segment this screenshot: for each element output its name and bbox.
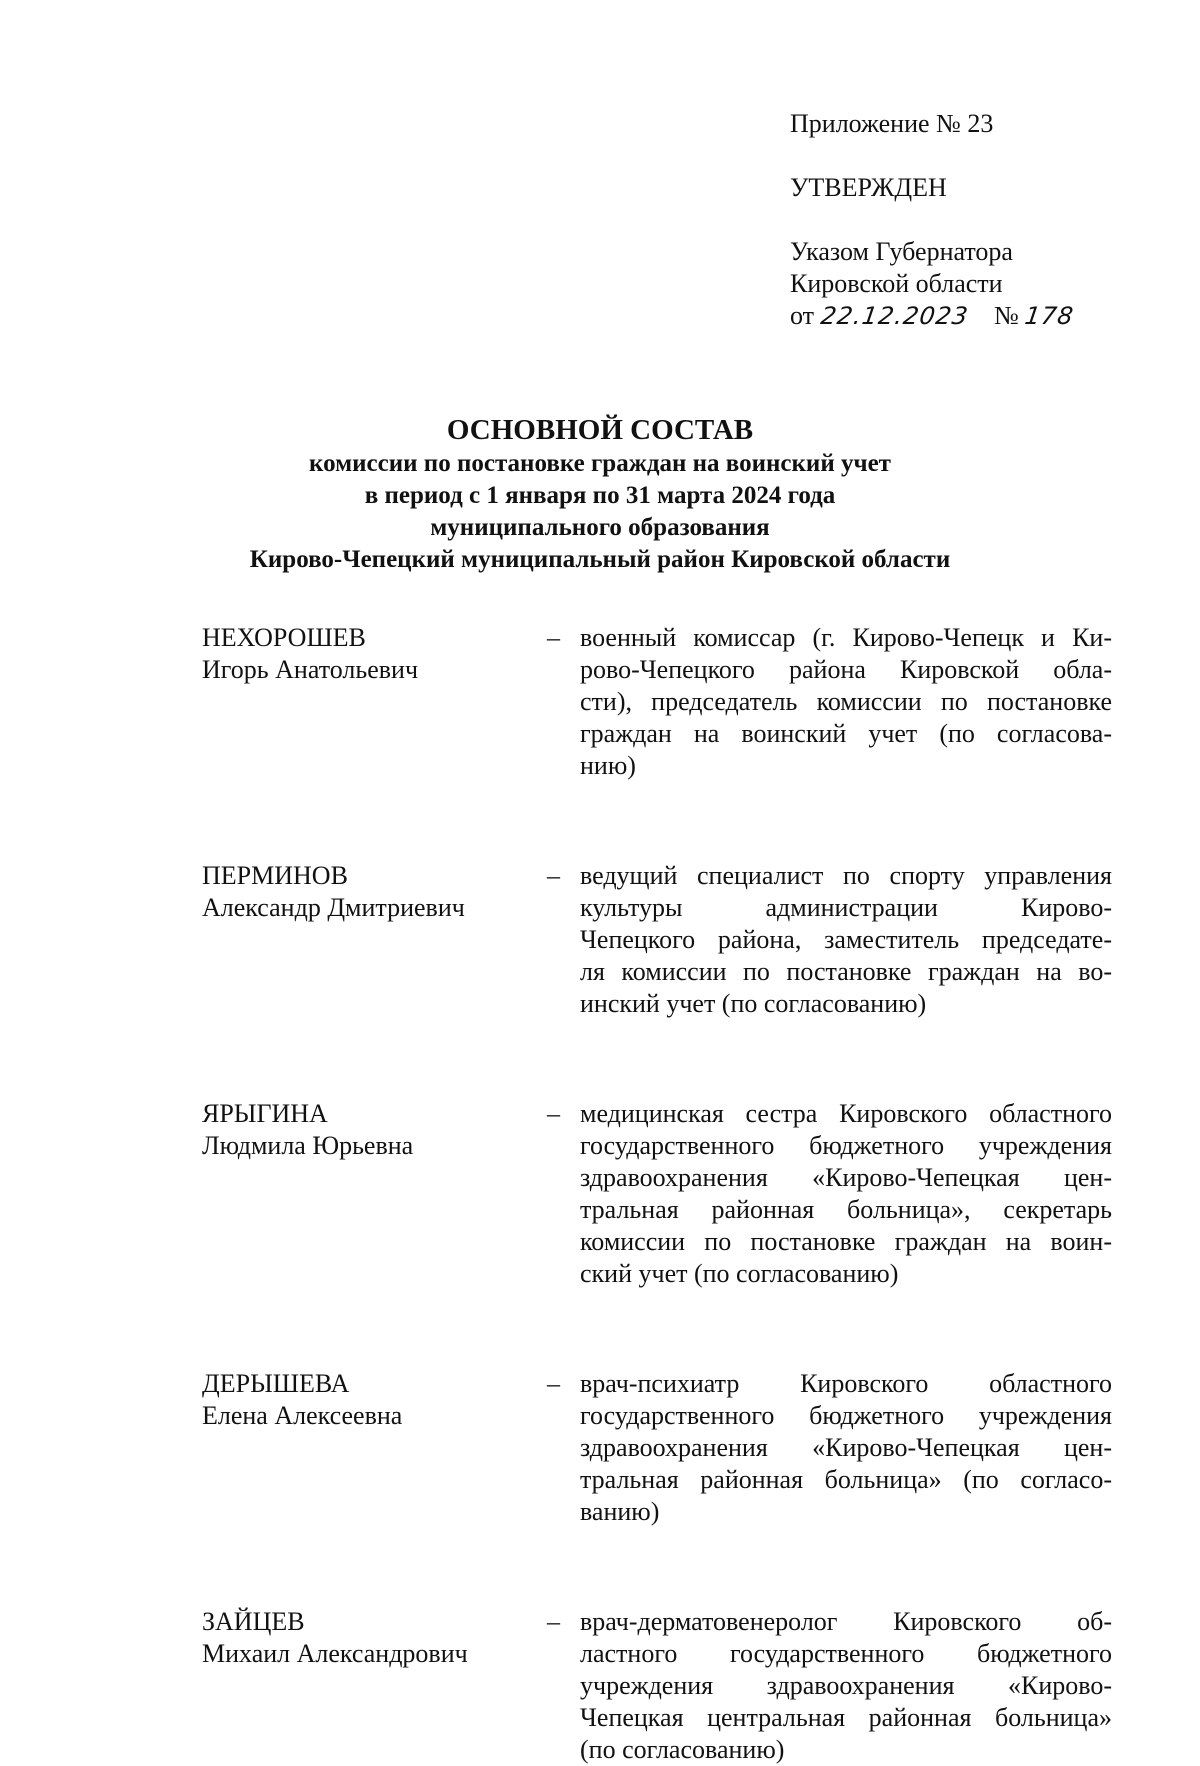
member-entry [202, 1606, 1112, 1766]
description-line: культуры администрации Кирово- [580, 893, 1112, 922]
member-description [580, 622, 1112, 782]
description-line: медицинская сестра Кировского областного [580, 1099, 1112, 1128]
description-line: ведущий специалист по спорту управления [580, 861, 1112, 890]
description-line: рово-Чепецкого района Кировской обла- [580, 655, 1112, 684]
description-line: ский учет (по согласованию) [580, 1259, 899, 1288]
handwritten-date: 22.12.2023 [818, 302, 970, 330]
description-line: врач-психиатр Кировского областного [580, 1369, 1112, 1398]
title-line-3: муниципального образования [430, 514, 770, 541]
member-surname: ЗАЙЦЕВ [202, 1607, 305, 1636]
appendix-number: Приложение № 23 [790, 109, 994, 138]
approved-label: УТВЕРЖДЕН [790, 173, 947, 202]
member-surname: ЯРЫГИНА [202, 1099, 328, 1128]
description-line: (по согласованию) [580, 1735, 785, 1764]
description-line: здравоохранения «Кирово-Чепецкая цен- [580, 1163, 1112, 1192]
members-list [202, 622, 1112, 1766]
member-entry [202, 622, 1112, 782]
member-dash: – [547, 861, 560, 890]
member-name [202, 1368, 547, 1528]
description-line: инский учет (по согласованию) [580, 989, 927, 1018]
description-line: ластного государственного бюджетного [580, 1639, 1112, 1668]
member-entry [202, 860, 1112, 1020]
description-line: Чепецкая центральная районная больница» [580, 1703, 1112, 1732]
date-prefix: от [790, 301, 815, 330]
member-name [202, 622, 547, 782]
title-line-1: комиссии по постановке граждан на воинский учет [309, 450, 891, 477]
member-surname: НЕХОРОШЕВ [202, 623, 366, 652]
member-description [580, 1098, 1112, 1290]
member-given-name: Людмила Юрьевна [202, 1131, 414, 1160]
decree-date-line [790, 300, 1150, 332]
number-prefix: № [993, 301, 1019, 330]
title-line-2: в период с 1 января по 31 марта 2024 года [364, 482, 836, 509]
member-dash: – [547, 1099, 560, 1128]
description-line: тральная районная больница» (по согласо- [580, 1465, 1112, 1494]
description-line: здравоохранения «Кирово-Чепецкая цен- [580, 1433, 1112, 1462]
description-line: врач-дерматовенеролог Кировского об- [580, 1607, 1112, 1636]
member-given-name: Елена Алексеевна [202, 1401, 403, 1430]
member-description [580, 1606, 1112, 1766]
member-given-name: Игорь Анатольевич [202, 655, 419, 684]
description-line: учреждения здравоохранения «Кирово- [580, 1671, 1112, 1700]
description-line: ванию) [580, 1497, 660, 1526]
description-line: государственного бюджетного учреждения [580, 1401, 1112, 1430]
document-title [0, 412, 1200, 576]
member-entry [202, 1368, 1112, 1528]
member-given-name: Александр Дмитриевич [202, 893, 465, 922]
description-line: ля комиссии по постановке граждан на во- [580, 957, 1112, 986]
description-line: комиссии по постановке граждан на воин- [580, 1227, 1112, 1256]
description-line: государственного бюджетного учреждения [580, 1131, 1112, 1160]
description-line: военный комиссар (г. Кирово-Чепецк и Ки- [580, 623, 1112, 652]
description-line: нию) [580, 751, 636, 780]
member-name [202, 1606, 547, 1766]
decree-line-1: Указом Губернатора [790, 237, 1013, 266]
decree-line-2: Кировской области [790, 269, 1003, 298]
title-main: ОСНОВНОЙ СОСТАВ [446, 414, 754, 446]
member-description [580, 1368, 1112, 1528]
member-dash: – [547, 623, 560, 652]
member-name [202, 1098, 547, 1290]
member-surname: ПЕРМИНОВ [202, 861, 348, 890]
description-line: Чепецкого района, заместитель председате- [580, 925, 1112, 954]
member-description [580, 860, 1112, 1020]
description-line: тральная районная больница», секретарь [580, 1195, 1112, 1224]
member-given-name: Михаил Александрович [202, 1639, 468, 1668]
handwritten-number: 178 [1023, 302, 1077, 330]
member-dash: – [547, 1369, 560, 1398]
description-line: граждан на воинский учет (по согласова- [580, 719, 1112, 748]
approval-block [790, 108, 1150, 332]
member-dash: – [547, 1607, 560, 1636]
member-name [202, 860, 547, 1020]
member-entry [202, 1098, 1112, 1290]
title-line-4: Кирово-Чепецкий муниципальный район Кировской области [249, 546, 951, 573]
member-surname: ДЕРЫШЕВА [202, 1369, 350, 1398]
description-line: сти), председатель комиссии по постановке [580, 687, 1112, 716]
